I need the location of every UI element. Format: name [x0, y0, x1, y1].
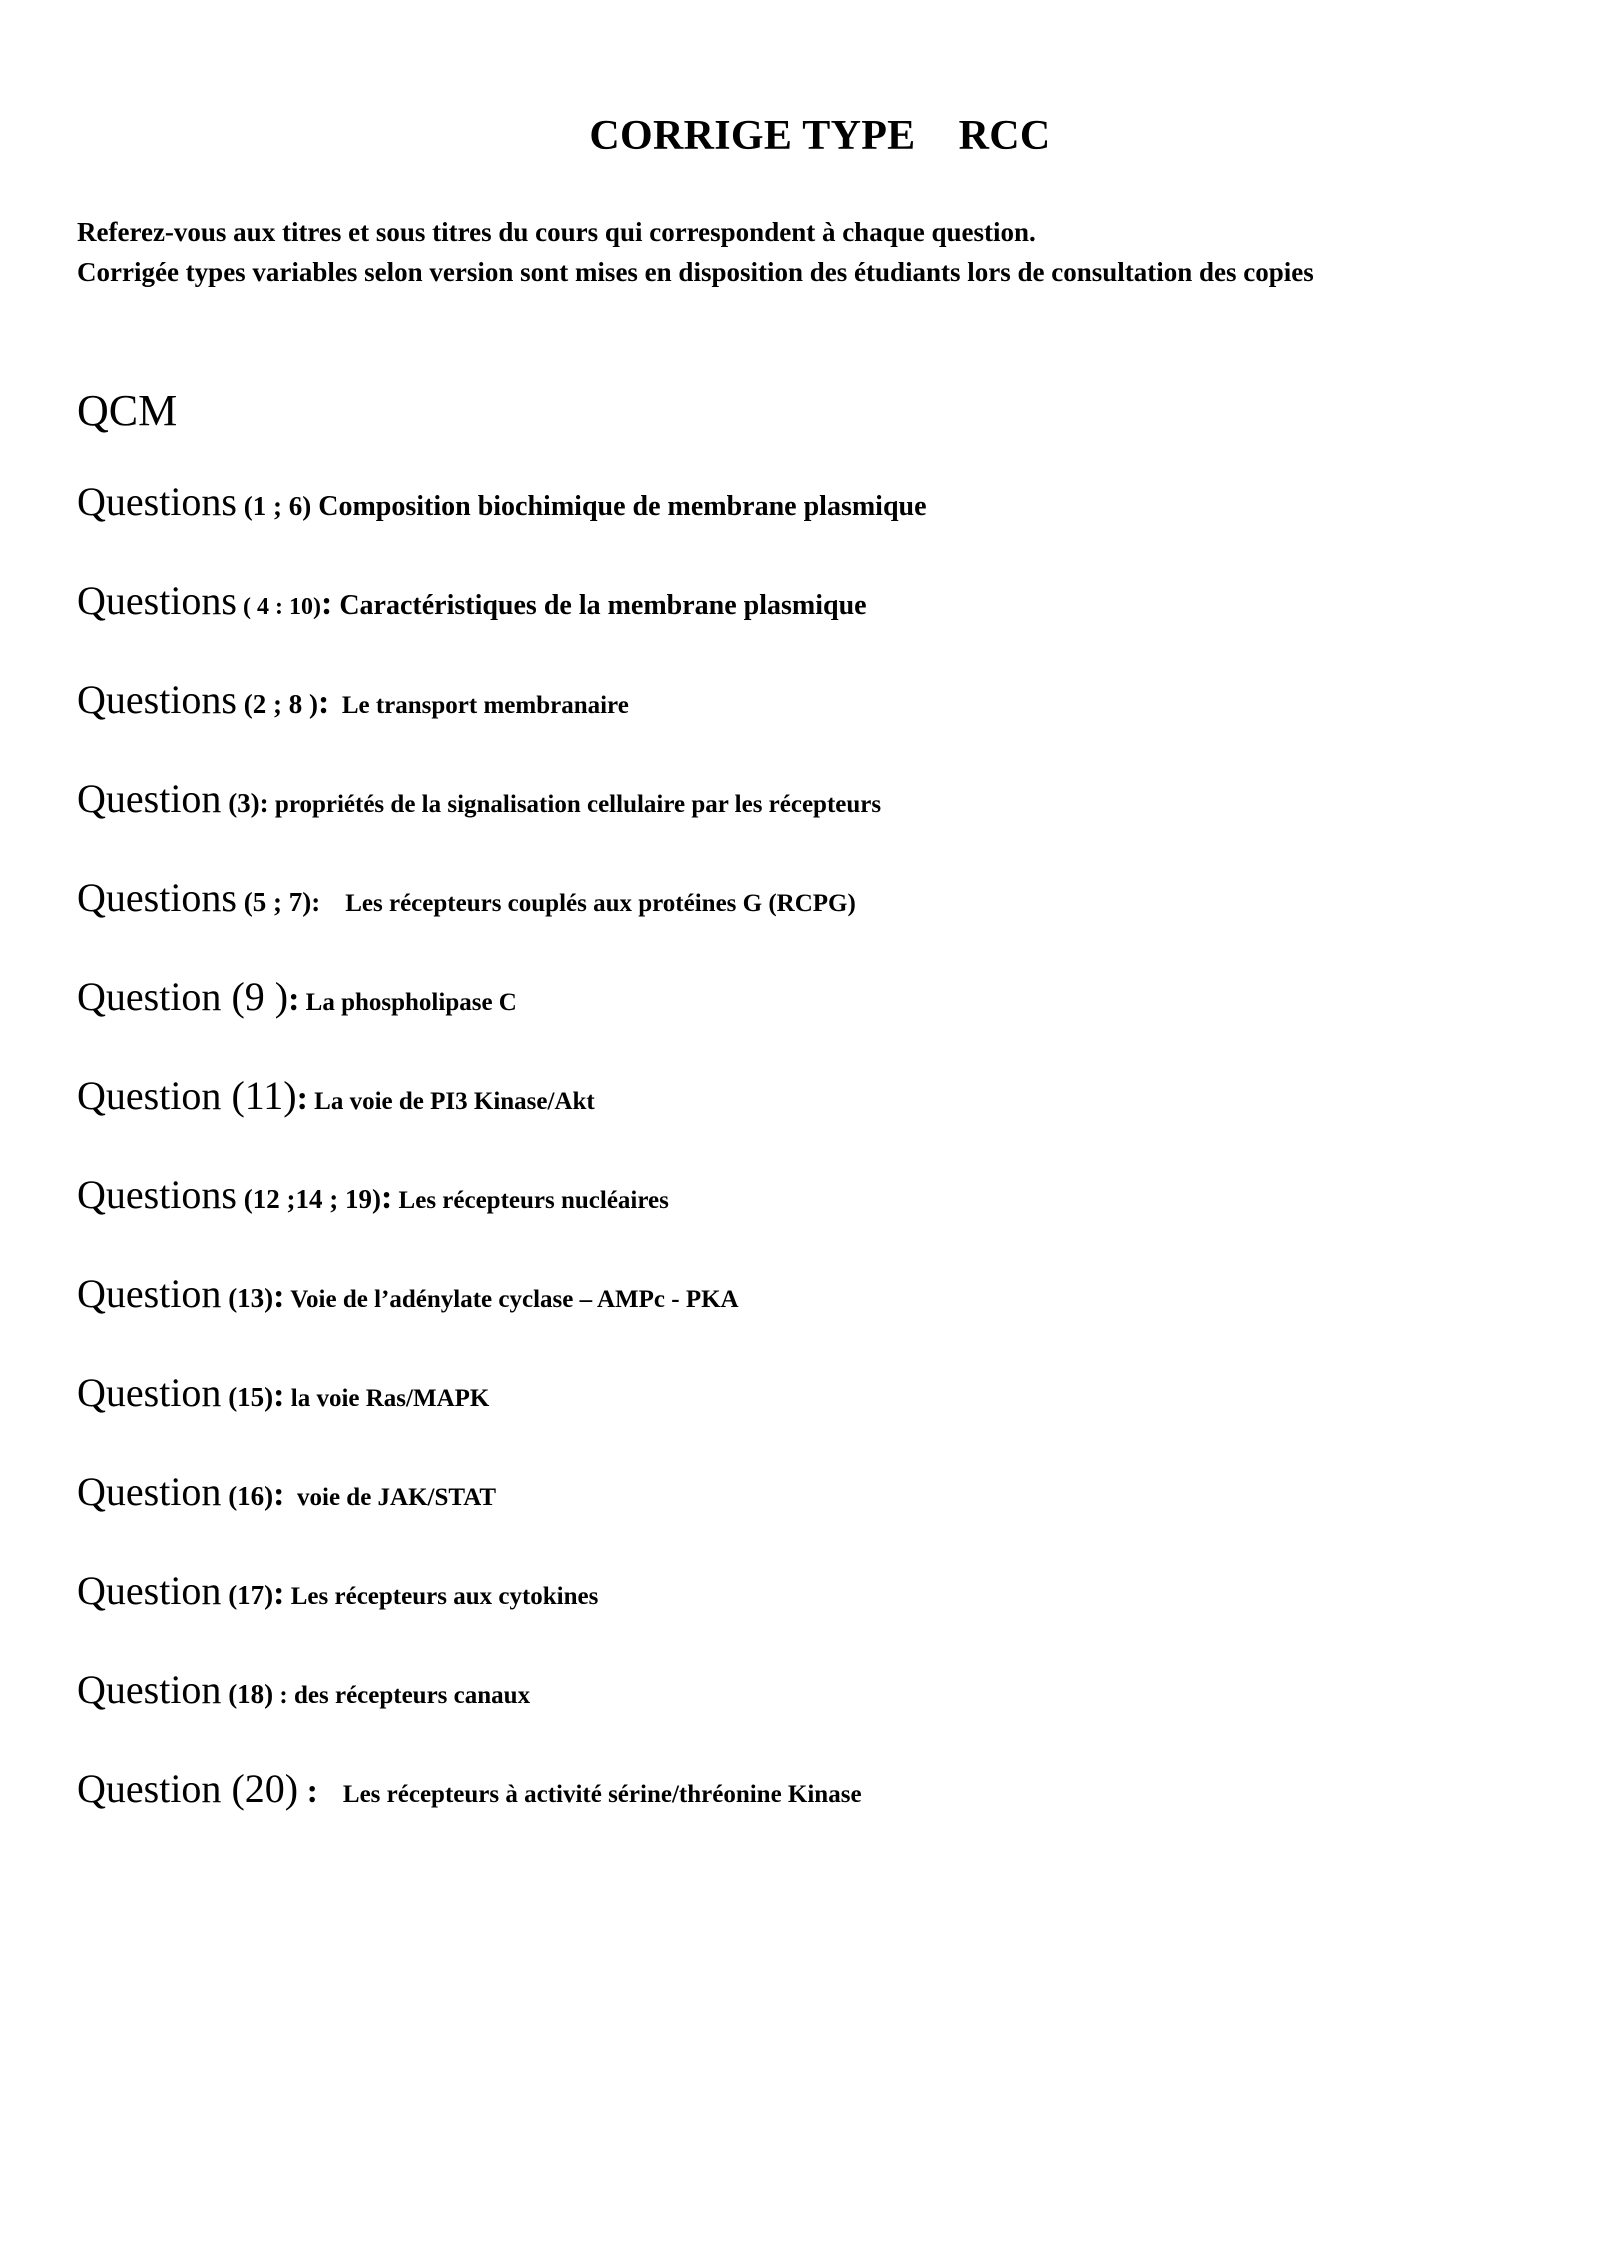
question-numbers: (2 ; 8 ) [237, 689, 318, 719]
question-numbers: (15) [221, 1382, 274, 1412]
question-topic: La voie de PI3 Kinase/Akt [307, 1088, 595, 1115]
question-line [77, 1765, 1557, 1864]
question-label: Question [77, 1271, 222, 1316]
question-line [77, 577, 1557, 676]
question-topic: Le transport membranaire [329, 692, 629, 719]
intro-line: Referez-vous aux titres et sous titres du cours qui correspondent à chaque question. [77, 217, 1036, 247]
question-numbers: (11) [221, 1073, 297, 1118]
intro-text [77, 212, 1314, 292]
question-label: Question [77, 1469, 222, 1514]
question-colon: : [259, 788, 269, 818]
question-line [77, 775, 1557, 874]
question-colon: : [298, 1773, 318, 1810]
question-line [77, 478, 1557, 577]
question-numbers: (17) [221, 1580, 274, 1610]
question-topic: propriétés de la signalisation cellulaire par les récepteurs [268, 791, 882, 818]
question-topic: Les récepteurs couplés aux protéines G (RCPG) [320, 890, 856, 917]
question-label: Questions [77, 1172, 237, 1217]
question-colon: : [296, 1080, 308, 1117]
question-topic: Les récepteurs aux cytokines [284, 1583, 599, 1610]
question-topic: Composition biochimique de membrane plasmique [311, 491, 927, 522]
question-line [77, 1468, 1557, 1567]
question-colon: : [288, 981, 300, 1018]
question-colon: : [380, 1179, 393, 1216]
question-line [77, 874, 1557, 973]
question-label: Question [77, 1370, 222, 1415]
question-numbers: ( 4 : 10) [237, 594, 321, 620]
question-numbers: (12 ;14 ; 19) [237, 1184, 381, 1214]
question-label: Questions [77, 875, 237, 920]
question-topic: la voie Ras/MAPK [284, 1385, 490, 1412]
question-numbers: (1 ; 6) [237, 491, 312, 521]
question-topic: Caractéristiques de la membrane plasmique [332, 590, 867, 621]
question-topic: voie de JAK/STAT [284, 1484, 497, 1511]
question-line [77, 1072, 1557, 1171]
question-line [77, 1666, 1557, 1765]
question-numbers: (3) [221, 788, 260, 818]
question-line [77, 676, 1557, 775]
question-colon: : [273, 1377, 285, 1414]
question-label: Questions [77, 479, 237, 524]
question-topic: Les récepteurs à activité sérine/thréonine Kinase [317, 1781, 862, 1808]
question-label: Question [77, 1667, 222, 1712]
question-numbers: (9 ) [221, 974, 289, 1019]
question-label: Question [77, 1073, 222, 1118]
question-topic: : des récepteurs canaux [273, 1682, 531, 1709]
question-topic: Les récepteurs nucléaires [392, 1187, 669, 1214]
question-list [77, 478, 1557, 1864]
question-line [77, 1567, 1557, 1666]
question-topic: Voie de l’adénylate cyclase – AMPc - PKA [284, 1286, 739, 1313]
question-label: Question [77, 1766, 222, 1811]
question-numbers: (16) [221, 1481, 274, 1511]
question-colon: : [320, 585, 333, 622]
question-line [77, 1270, 1557, 1369]
question-colon: : [273, 1575, 285, 1612]
intro-line: Corrigée types variables selon version sont mises en disposition des étudiants lors de consultation des copies [77, 257, 1314, 287]
question-topic: La phospholipase C [299, 989, 517, 1016]
question-label: Question [77, 776, 222, 821]
section-heading: QCM [77, 386, 178, 435]
question-colon: : [317, 684, 330, 721]
question-line [77, 1369, 1557, 1468]
question-colon: : [273, 1476, 285, 1513]
question-numbers: (13) [221, 1283, 274, 1313]
question-line [77, 1171, 1557, 1270]
question-label: Questions [77, 578, 237, 623]
question-numbers: (18) [221, 1679, 274, 1709]
question-colon: : [273, 1278, 285, 1315]
question-numbers: (5 ; 7) [237, 887, 312, 917]
document-title: CORRIGE TYPE RCC [589, 113, 1051, 159]
question-label: Question [77, 974, 222, 1019]
question-label: Questions [77, 677, 237, 722]
question-label: Question [77, 1568, 222, 1613]
question-colon: : [311, 887, 321, 917]
question-line [77, 973, 1557, 1072]
question-numbers: (20) [221, 1766, 299, 1811]
